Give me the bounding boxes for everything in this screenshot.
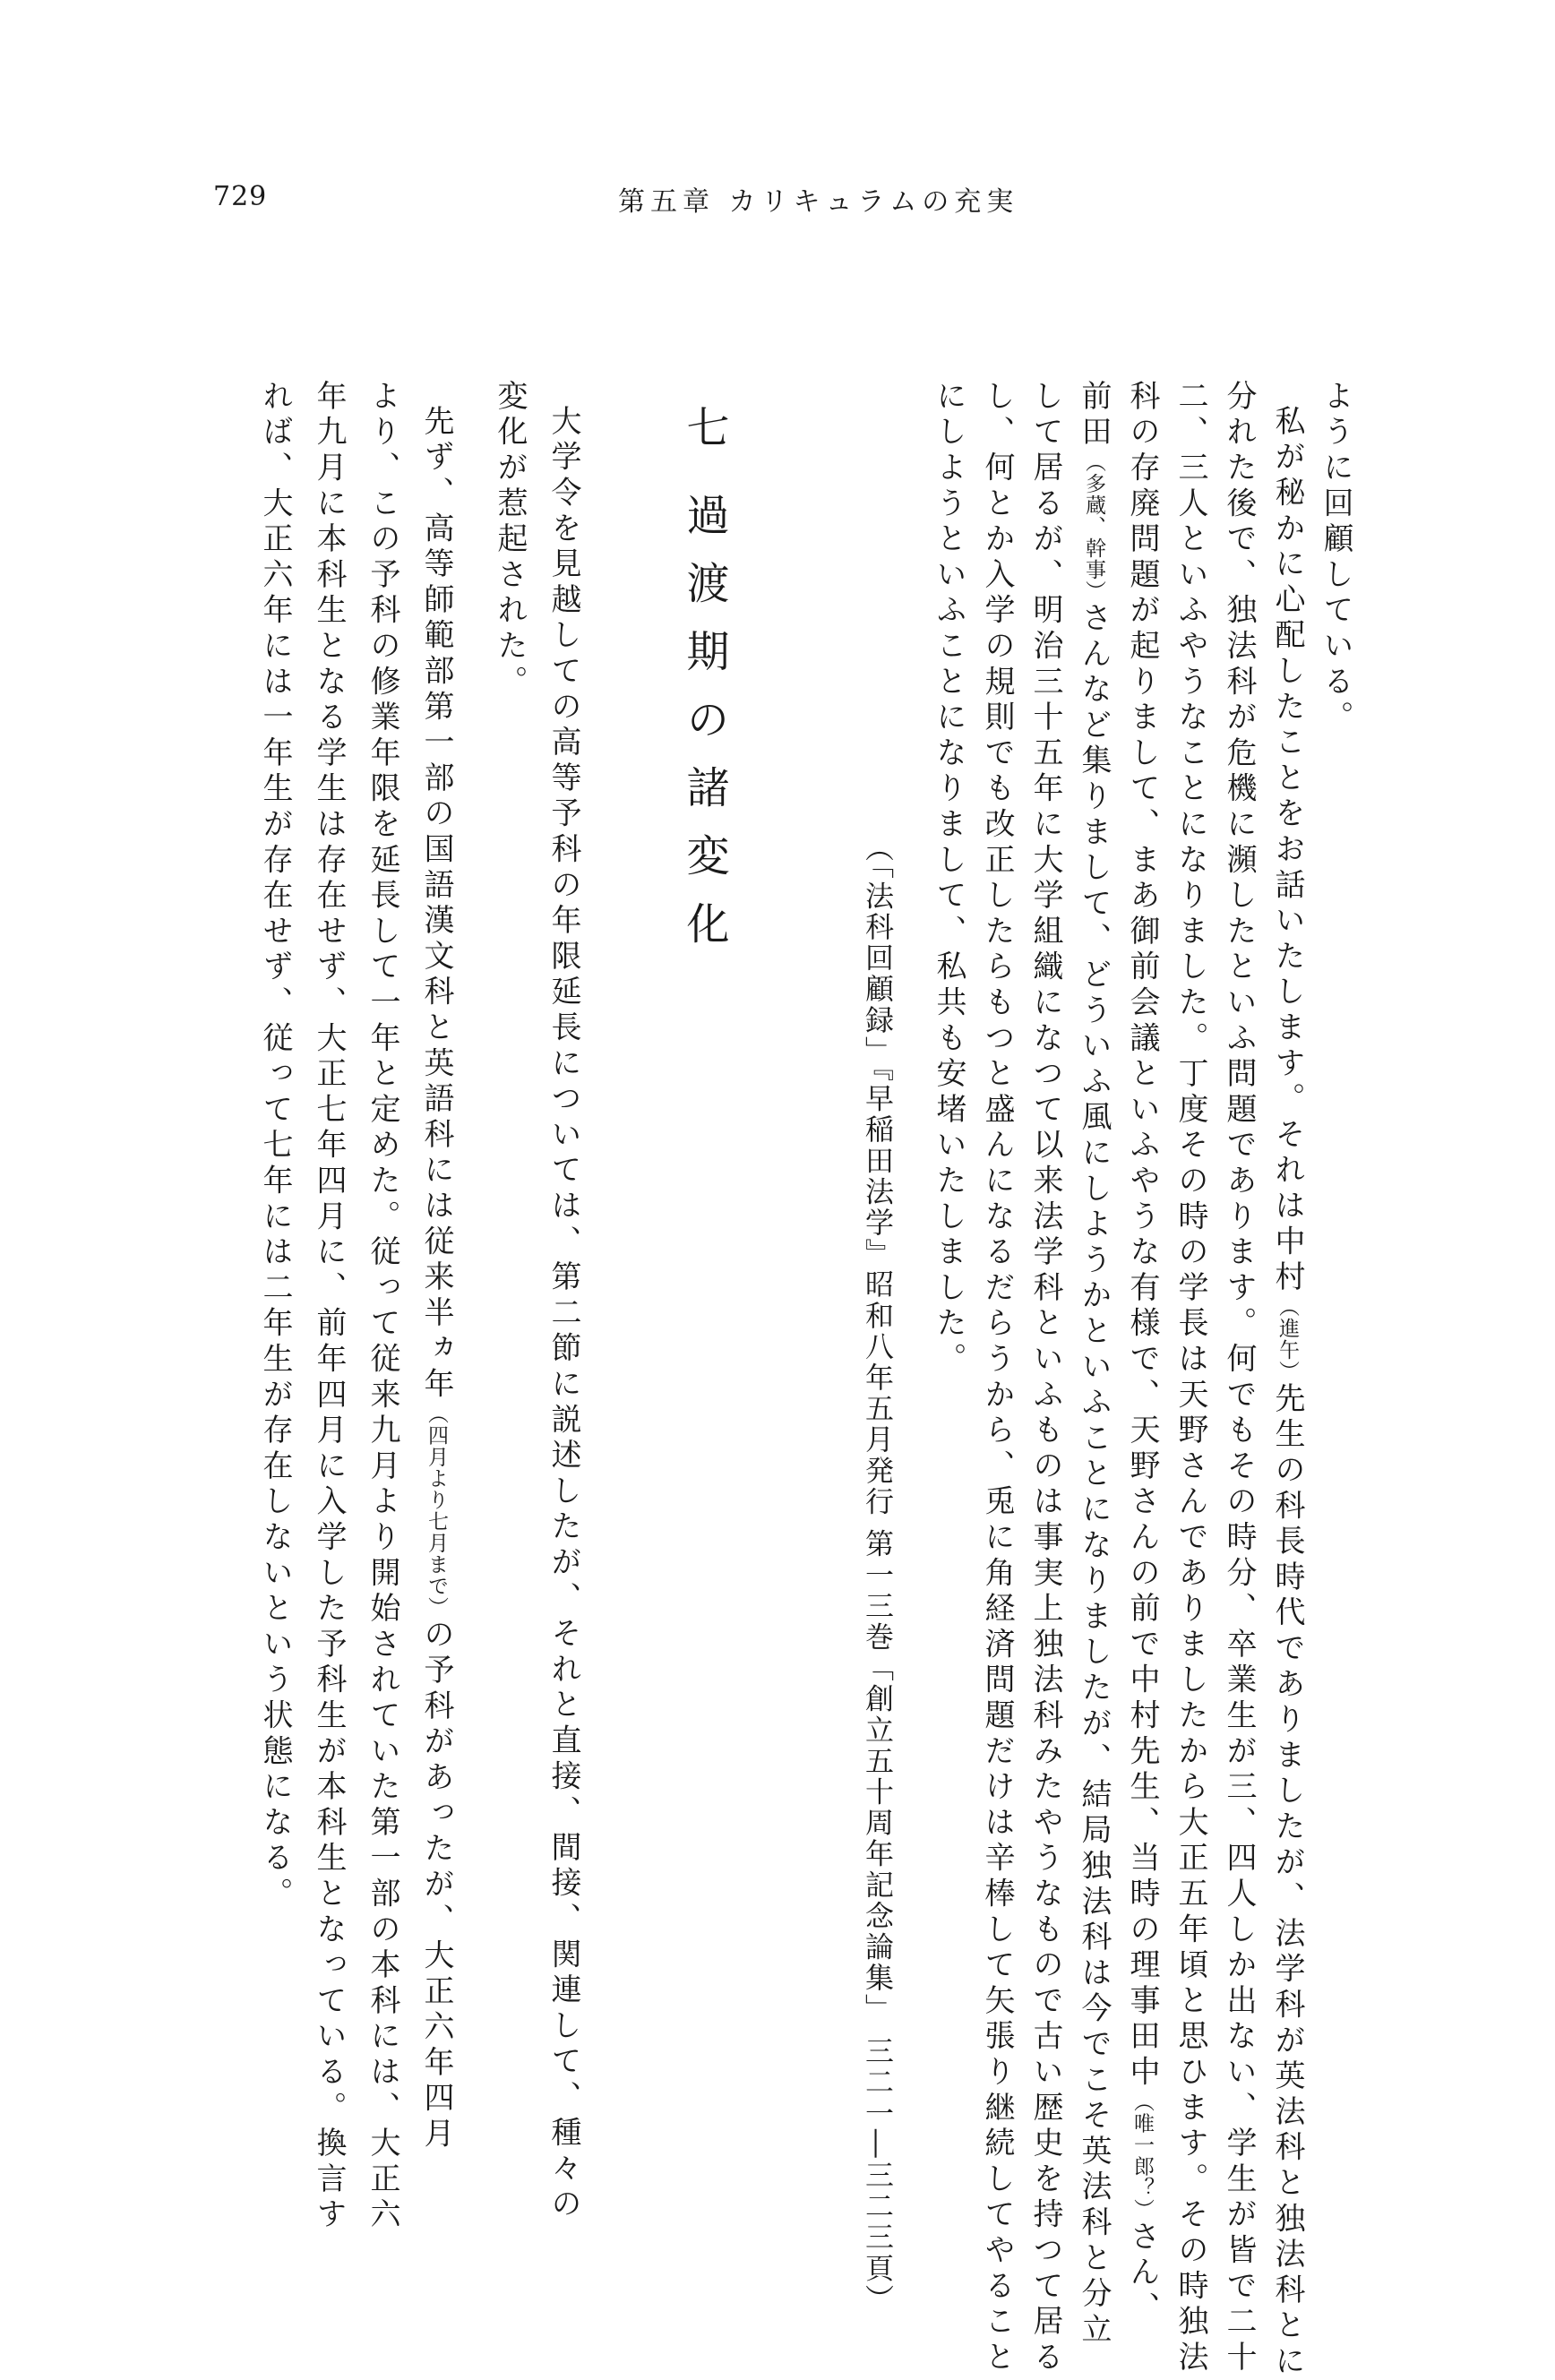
text-segment: 先ず、高等師範部第一部の国語漢文科と英語科には従来半ヵ年 — [418, 405, 454, 1404]
text-segment: 変化が惹起された。 — [492, 380, 528, 701]
annotation-segment: （進午） — [1276, 1296, 1299, 1382]
body-line — [257, 380, 293, 1913]
text-segment: 大学令を見越しての高等予科の年限延長については、第二節に説述したが、それと直接、間接、関連して、種々の — [546, 405, 581, 2223]
quote-line — [1076, 380, 1112, 2349]
text-segment: 私が秘かに心配したことをお話いたします。それは中村 — [1269, 405, 1305, 1296]
text-segment: さん、 — [1124, 2220, 1160, 2327]
annotation-segment: （四月より七月まで） — [425, 1403, 448, 1619]
text-segment: 科の存廃問題が起りまして、まあ御前会議といふやうな有様で、天野さんの前で中村先生、当時の理事田中 — [1124, 380, 1160, 2092]
text-segment: 二、三人といふやうなことになりました。丁度その時の学長は天野さんでありましたから大正五年頃と思ひます。その時独法 — [1173, 380, 1208, 2376]
body-line — [418, 405, 454, 2153]
quote-line — [979, 380, 1015, 2376]
text-segment: 年九月に本科生となる学生は存在せず、大正七年四月に、前年四月に入学した予科生が本科生となっている。換言す — [311, 380, 347, 2234]
running-head: 第五章 カリキュラムの充実 — [618, 186, 1019, 218]
quote-line — [1124, 380, 1160, 2327]
text-segment: 前田 — [1076, 380, 1112, 451]
section-heading — [679, 405, 729, 969]
text-segment: 分れた後で、独法科が危機に瀕したといふ問題であります。何でもその時分、卒業生が三、四人しか出ない、学生が皆で二十 — [1221, 380, 1257, 2376]
text-segment: より、この予科の修業年限を延長して一年と定めた。従って従来九月より開始されていた第一部の本科には、大正六 — [365, 380, 400, 2234]
quote-line — [1320, 380, 1351, 736]
body-line — [311, 380, 347, 2234]
body-line — [548, 405, 579, 2223]
annotation-segment: （唯一郎？） — [1130, 2091, 1154, 2221]
quote-line — [1269, 405, 1305, 2380]
quote-line — [1027, 380, 1063, 2376]
quote-line — [1221, 380, 1257, 2376]
body-line — [367, 380, 398, 2234]
text-segment: ように回顧している。 — [1318, 380, 1353, 736]
page-number: 729 — [213, 181, 268, 212]
quote-line — [931, 380, 967, 1379]
text-segment: 先生の科長時代でありましたが、法学科が英法科と独法科とに — [1269, 1382, 1305, 2380]
quote-citation: （「法科回顧録」『早稲田法学』昭和八年五月発行 第一三巻「創立五十周年記念論集」 三二一―三二三頁） — [861, 833, 895, 2316]
section-number: 七 — [679, 405, 729, 448]
body-line — [492, 380, 528, 701]
annotation-segment: （多蔵、幹事） — [1082, 451, 1105, 602]
quote-line — [1175, 380, 1206, 2376]
section-title: 過渡期の諸変化 — [679, 493, 729, 969]
text-segment: し、何とか入学の規則でも改正したらもつと盛んになるだらうから、兎に角経済問題だけは辛棒して矢張り継続してやること — [979, 380, 1015, 2376]
text-segment: にしようといふことになりまして、私共も安堵いたしました。 — [931, 380, 967, 1379]
text-segment: の予科があったが、大正六年四月 — [418, 1618, 454, 2153]
text-segment: さんなど集りまして、どういふ風にしようかといふことになりましたが、結局独法科は今でこそ英法科と分立 — [1076, 601, 1112, 2349]
text-segment: れば、大正六年には一年生が存在せず、従って七年には二年生が存在しないという状態になる。 — [257, 380, 293, 1913]
text-segment: して居るが、明治三十五年に大学組織になつて以来法学科といふものは事実上独法科みたやうなもので古い歴史を持つて居る — [1027, 380, 1063, 2376]
